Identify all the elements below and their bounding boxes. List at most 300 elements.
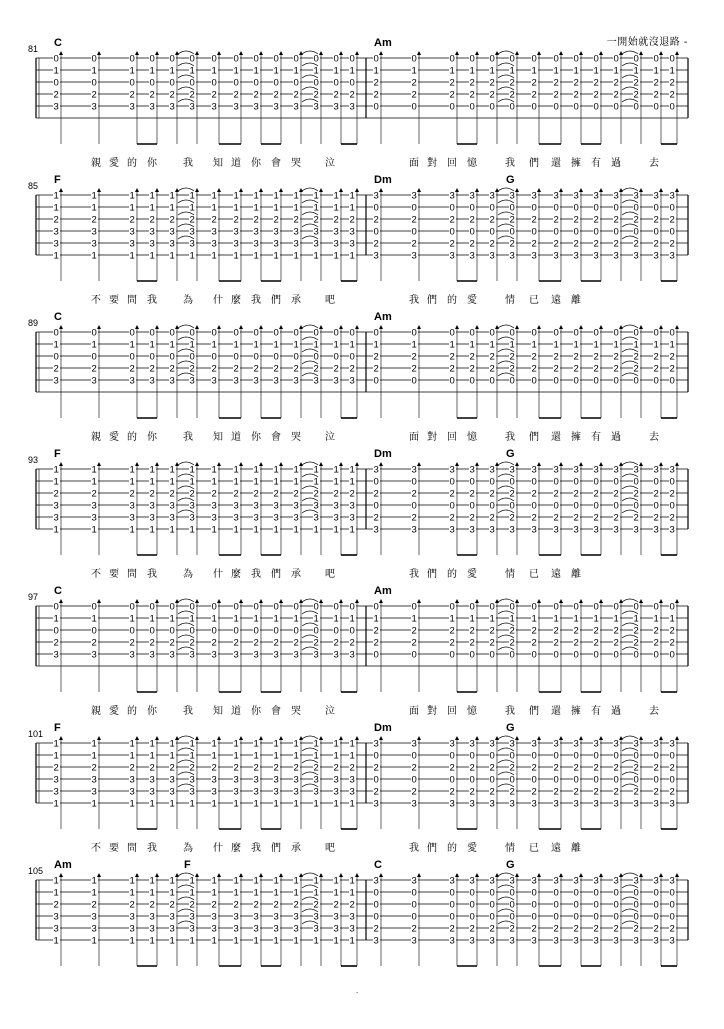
measure-number: 105 <box>28 866 44 876</box>
fret-number: 2 <box>531 637 537 649</box>
fret-number: 1 <box>313 613 319 625</box>
fret-number: 2 <box>469 89 475 101</box>
fret-number: 3 <box>333 226 339 238</box>
fret-number: 3 <box>233 512 239 524</box>
fret-number: 0 <box>373 226 379 238</box>
fret-number: 0 <box>129 53 135 65</box>
fret-number: 1 <box>509 65 515 77</box>
fret-number: 2 <box>573 214 579 226</box>
fret-number: 1 <box>233 190 239 202</box>
fret-number: 0 <box>129 625 135 637</box>
fret-number: 1 <box>91 613 97 625</box>
fret-number: 1 <box>91 887 97 899</box>
fret-number: 1 <box>129 524 135 536</box>
fret-number: 1 <box>211 935 217 947</box>
fret-number: 2 <box>293 363 299 375</box>
fret-number: 1 <box>293 190 299 202</box>
fret-number: 3 <box>509 464 515 476</box>
fret-number: 0 <box>349 327 355 339</box>
fret-number: 3 <box>633 935 639 947</box>
fret-number: 1 <box>349 250 355 262</box>
fret-number: 1 <box>169 935 175 947</box>
fret-number: 2 <box>349 637 355 649</box>
fret-number: 2 <box>349 89 355 101</box>
fret-number: 2 <box>489 786 495 798</box>
fret-number: 2 <box>233 488 239 500</box>
fret-number: 2 <box>233 363 239 375</box>
fret-number: 2 <box>313 363 319 375</box>
fret-number: 2 <box>233 637 239 649</box>
fret-number: 0 <box>189 601 195 613</box>
fret-number: 2 <box>169 637 175 649</box>
fret-number: 2 <box>91 899 97 911</box>
lyric-char: 為 <box>183 295 193 306</box>
fret-number: 0 <box>293 77 299 89</box>
fret-number: 3 <box>553 738 559 750</box>
fret-number: 2 <box>669 637 675 649</box>
fret-number: 0 <box>333 77 339 89</box>
fret-number: 0 <box>91 625 97 637</box>
fret-number: 2 <box>233 762 239 774</box>
fret-number: 0 <box>653 911 659 923</box>
fret-number: 0 <box>349 77 355 89</box>
fret-number: 1 <box>211 875 217 887</box>
lyric-char: 我 <box>409 295 419 306</box>
lyric-char: 問 <box>127 295 137 306</box>
fret-number: 0 <box>669 500 675 512</box>
fret-number: 2 <box>449 786 455 798</box>
fret-number: 0 <box>633 476 639 488</box>
fret-number: 3 <box>273 786 279 798</box>
fret-number: 1 <box>273 339 279 351</box>
fret-number: 2 <box>293 899 299 911</box>
fret-number: 3 <box>593 875 599 887</box>
fret-number: 2 <box>593 214 599 226</box>
fret-number: 3 <box>509 738 515 750</box>
fret-number: 2 <box>489 637 495 649</box>
fret-number: 0 <box>489 899 495 911</box>
fret-number: 0 <box>189 53 195 65</box>
fret-number: 0 <box>553 327 559 339</box>
fret-number: 0 <box>669 887 675 899</box>
fret-number: 3 <box>129 774 135 786</box>
fret-number: 1 <box>273 524 279 536</box>
fret-number: 0 <box>633 750 639 762</box>
fret-number: 1 <box>211 738 217 750</box>
fret-number: 2 <box>531 89 537 101</box>
fret-number: 3 <box>489 464 495 476</box>
fret-number: 3 <box>411 250 417 262</box>
fret-number: 0 <box>509 911 515 923</box>
fret-number: 2 <box>411 762 417 774</box>
lyric-char: 要 <box>109 295 119 306</box>
fret-number: 3 <box>531 190 537 202</box>
fret-number: 0 <box>129 77 135 89</box>
fret-number: 2 <box>469 214 475 226</box>
fret-number: 3 <box>53 923 59 935</box>
fret-number: 3 <box>449 798 455 810</box>
fret-number: 1 <box>293 798 299 810</box>
fret-number: 2 <box>149 762 155 774</box>
fret-number: 3 <box>373 464 379 476</box>
lyric-char: 我 <box>409 843 419 854</box>
fret-number: 2 <box>653 363 659 375</box>
lyric-char: 遠 <box>551 569 561 580</box>
fret-number: 1 <box>169 464 175 476</box>
fret-number: 3 <box>149 375 155 387</box>
fret-number: 1 <box>333 250 339 262</box>
measure-number: 97 <box>28 592 39 602</box>
fret-number: 3 <box>653 798 659 810</box>
fret-number: 3 <box>669 798 675 810</box>
fret-number: 0 <box>449 53 455 65</box>
fret-number: 1 <box>169 613 175 625</box>
lyric-char: 道 <box>231 706 241 717</box>
fret-number: 0 <box>553 911 559 923</box>
fret-number: 2 <box>553 625 559 637</box>
fret-number: 2 <box>373 363 379 375</box>
fret-number: 1 <box>313 524 319 536</box>
fret-number: 2 <box>653 351 659 363</box>
fret-number: 2 <box>293 762 299 774</box>
fret-number: 2 <box>129 637 135 649</box>
fret-number: 1 <box>313 798 319 810</box>
fret-number: 0 <box>613 101 619 113</box>
fret-number: 0 <box>293 625 299 637</box>
fret-number: 1 <box>669 339 675 351</box>
fret-number: 3 <box>333 238 339 250</box>
lyric-char: 過 <box>611 432 621 443</box>
fret-number: 0 <box>53 601 59 613</box>
fret-number: 2 <box>169 488 175 500</box>
fret-number: 3 <box>91 786 97 798</box>
fret-number: 0 <box>273 77 279 89</box>
fret-number: 0 <box>573 601 579 613</box>
fret-number: 3 <box>633 250 639 262</box>
lyric-char: 愛 <box>467 295 477 306</box>
fret-number: 2 <box>633 625 639 637</box>
fret-number: 1 <box>253 750 259 762</box>
fret-number: 1 <box>53 250 59 262</box>
fret-number: 1 <box>273 750 279 762</box>
fret-number: 0 <box>411 774 417 786</box>
fret-number: 0 <box>169 625 175 637</box>
fret-number: 3 <box>373 935 379 947</box>
chord-name: G <box>506 174 515 186</box>
fret-number: 3 <box>469 875 475 887</box>
fret-number: 1 <box>469 613 475 625</box>
lyric-char: 情 <box>505 295 515 306</box>
fret-number: 0 <box>313 53 319 65</box>
fret-number: 2 <box>573 762 579 774</box>
fret-number: 2 <box>91 214 97 226</box>
fret-number: 1 <box>313 190 319 202</box>
fret-number: 2 <box>273 899 279 911</box>
fret-number: 2 <box>489 762 495 774</box>
fret-number: 3 <box>149 774 155 786</box>
fret-number: 0 <box>333 601 339 613</box>
fret-number: 1 <box>233 524 239 536</box>
fret-number: 2 <box>233 899 239 911</box>
fret-number: 1 <box>313 875 319 887</box>
lyric-char: 愛 <box>109 432 119 443</box>
fret-number: 3 <box>149 649 155 661</box>
fret-number: 0 <box>653 476 659 488</box>
fret-number: 2 <box>449 923 455 935</box>
fret-number: 1 <box>129 202 135 214</box>
fret-number: 1 <box>633 339 639 351</box>
fret-number: 2 <box>593 488 599 500</box>
fret-number: 1 <box>333 524 339 536</box>
fret-number: 1 <box>293 750 299 762</box>
fret-number: 2 <box>411 625 417 637</box>
fret-number: 3 <box>373 524 379 536</box>
fret-number: 2 <box>613 238 619 250</box>
fret-number: 2 <box>211 637 217 649</box>
fret-number: 2 <box>509 488 515 500</box>
fret-number: 3 <box>53 226 59 238</box>
chord-name: Dm <box>374 448 392 460</box>
lyric-char: 要 <box>109 569 119 580</box>
fret-number: 2 <box>509 786 515 798</box>
lyric-char: 去 <box>649 158 659 169</box>
fret-number: 0 <box>509 887 515 899</box>
fret-number: 0 <box>273 327 279 339</box>
fret-number: 1 <box>189 250 195 262</box>
fret-number: 3 <box>411 738 417 750</box>
lyric-char: 愛 <box>109 706 119 717</box>
fret-number: 2 <box>553 637 559 649</box>
fret-number: 2 <box>149 637 155 649</box>
fret-number: 3 <box>573 738 579 750</box>
fret-number: 0 <box>509 500 515 512</box>
fret-number: 2 <box>531 923 537 935</box>
fret-number: 3 <box>149 923 155 935</box>
fret-number: 2 <box>531 488 537 500</box>
fret-number: 2 <box>669 625 675 637</box>
fret-number: 1 <box>573 339 579 351</box>
fret-number: 3 <box>449 738 455 750</box>
fret-number: 3 <box>313 500 319 512</box>
fret-number: 3 <box>349 238 355 250</box>
fret-number: 0 <box>613 774 619 786</box>
lyric-char: 還 <box>551 706 561 717</box>
fret-number: 0 <box>273 601 279 613</box>
fret-number: 3 <box>293 786 299 798</box>
lyric-char: 哭 <box>291 706 301 717</box>
fret-number: 3 <box>253 375 259 387</box>
fret-number: 1 <box>149 464 155 476</box>
fret-number: 1 <box>253 935 259 947</box>
fret-number: 3 <box>613 935 619 947</box>
fret-number: 2 <box>91 488 97 500</box>
fret-number: 2 <box>273 637 279 649</box>
fret-number: 2 <box>373 351 379 363</box>
lyric-char: 已 <box>529 295 539 306</box>
lyric-char: 的 <box>127 158 137 169</box>
fret-number: 0 <box>53 625 59 637</box>
fret-number: 3 <box>129 101 135 113</box>
fret-number: 2 <box>333 363 339 375</box>
lyric-char: 愛 <box>467 843 477 854</box>
fret-number: 2 <box>669 214 675 226</box>
fret-number: 3 <box>189 375 195 387</box>
fret-number: 3 <box>373 875 379 887</box>
fret-number: 0 <box>653 601 659 613</box>
fret-number: 0 <box>531 750 537 762</box>
fret-number: 3 <box>593 524 599 536</box>
fret-number: 3 <box>53 500 59 512</box>
fret-number: 2 <box>509 77 515 89</box>
fret-number: 3 <box>211 786 217 798</box>
fret-number: 3 <box>349 512 355 524</box>
fret-number: 0 <box>573 887 579 899</box>
fret-number: 0 <box>449 101 455 113</box>
fret-number: 1 <box>211 202 217 214</box>
fret-number: 0 <box>253 53 259 65</box>
fret-number: 1 <box>91 935 97 947</box>
fret-number: 3 <box>293 923 299 935</box>
fret-number: 0 <box>211 351 217 363</box>
fret-number: 0 <box>373 101 379 113</box>
lyric-char: 對 <box>427 432 437 443</box>
lyric-char: 情 <box>505 843 515 854</box>
fret-number: 2 <box>469 363 475 375</box>
fret-number: 3 <box>149 226 155 238</box>
lyric-char: 去 <box>649 432 659 443</box>
lyric-char: 親 <box>91 706 101 717</box>
fret-number: 3 <box>313 923 319 935</box>
fret-number: 2 <box>653 512 659 524</box>
fret-number: 3 <box>349 375 355 387</box>
fret-number: 2 <box>253 488 259 500</box>
fret-number: 2 <box>633 512 639 524</box>
fret-number: 3 <box>313 774 319 786</box>
fret-number: 3 <box>169 375 175 387</box>
fret-number: 3 <box>669 524 675 536</box>
fret-number: 2 <box>489 214 495 226</box>
fret-number: 3 <box>189 923 195 935</box>
fret-number: 2 <box>253 637 259 649</box>
fret-number: 0 <box>449 899 455 911</box>
fret-number: 1 <box>233 738 239 750</box>
fret-number: 0 <box>553 226 559 238</box>
lyric-char: 你 <box>147 432 157 443</box>
fret-number: 2 <box>169 762 175 774</box>
fret-number: 0 <box>553 375 559 387</box>
fret-number: 3 <box>573 250 579 262</box>
fret-number: 0 <box>469 500 475 512</box>
fret-number: 1 <box>531 65 537 77</box>
fret-number: 2 <box>129 762 135 774</box>
fret-number: 3 <box>411 524 417 536</box>
fret-number: 1 <box>91 798 97 810</box>
fret-number: 2 <box>411 351 417 363</box>
fret-number: 2 <box>553 214 559 226</box>
fret-number: 1 <box>169 887 175 899</box>
fret-number: 3 <box>333 911 339 923</box>
fret-number: 1 <box>149 738 155 750</box>
fret-number: 0 <box>411 887 417 899</box>
fret-number: 2 <box>313 214 319 226</box>
fret-number: 0 <box>449 601 455 613</box>
fret-number: 0 <box>669 101 675 113</box>
fret-number: 2 <box>333 488 339 500</box>
fret-number: 2 <box>489 77 495 89</box>
fret-number: 2 <box>613 512 619 524</box>
lyric-char: 承 <box>291 569 301 580</box>
fret-number: 2 <box>573 351 579 363</box>
fret-number: 0 <box>593 887 599 899</box>
fret-number: 1 <box>189 476 195 488</box>
fret-number: 0 <box>489 53 495 65</box>
fret-number: 2 <box>553 89 559 101</box>
fret-number: 1 <box>233 935 239 947</box>
lyric-char: 知 <box>213 158 223 169</box>
lyric-char: 為 <box>183 569 193 580</box>
fret-number: 0 <box>411 226 417 238</box>
fret-number: 1 <box>129 935 135 947</box>
lyric-char: 你 <box>147 706 157 717</box>
fret-number: 0 <box>633 202 639 214</box>
lyric-char: 要 <box>109 843 119 854</box>
fret-number: 2 <box>253 89 259 101</box>
fret-number: 2 <box>189 488 195 500</box>
lyric-char: 會 <box>271 432 281 443</box>
lyric-char: 泣 <box>325 158 335 169</box>
fret-number: 1 <box>349 202 355 214</box>
fret-number: 2 <box>189 363 195 375</box>
fret-number: 1 <box>91 464 97 476</box>
fret-number: 3 <box>573 935 579 947</box>
fret-number: 3 <box>169 226 175 238</box>
fret-number: 1 <box>189 190 195 202</box>
fret-number: 0 <box>553 750 559 762</box>
lyric-char: 吧 <box>325 843 335 854</box>
fret-number: 2 <box>531 786 537 798</box>
fret-number: 1 <box>411 339 417 351</box>
fret-number: 2 <box>509 512 515 524</box>
fret-number: 0 <box>449 649 455 661</box>
fret-number: 1 <box>293 613 299 625</box>
lyric-char: 承 <box>291 295 301 306</box>
fret-number: 3 <box>169 101 175 113</box>
fret-number: 0 <box>489 500 495 512</box>
fret-number: 0 <box>653 649 659 661</box>
fret-number: 0 <box>373 911 379 923</box>
fret-number: 0 <box>531 53 537 65</box>
fret-number: 1 <box>129 250 135 262</box>
fret-number: 0 <box>653 899 659 911</box>
fret-number: 0 <box>489 601 495 613</box>
fret-number: 1 <box>253 613 259 625</box>
fret-number: 1 <box>53 887 59 899</box>
fret-number: 3 <box>593 250 599 262</box>
fret-number: 1 <box>189 613 195 625</box>
fret-number: 0 <box>449 887 455 899</box>
fret-number: 0 <box>373 774 379 786</box>
fret-number: 0 <box>669 226 675 238</box>
fret-number: 1 <box>53 339 59 351</box>
fret-number: 2 <box>293 89 299 101</box>
fret-number: 3 <box>253 226 259 238</box>
fret-number: 1 <box>149 935 155 947</box>
fret-number: 2 <box>489 625 495 637</box>
fret-number: 3 <box>53 774 59 786</box>
fret-number: 0 <box>211 625 217 637</box>
fret-number: 0 <box>553 649 559 661</box>
fret-number: 3 <box>313 512 319 524</box>
